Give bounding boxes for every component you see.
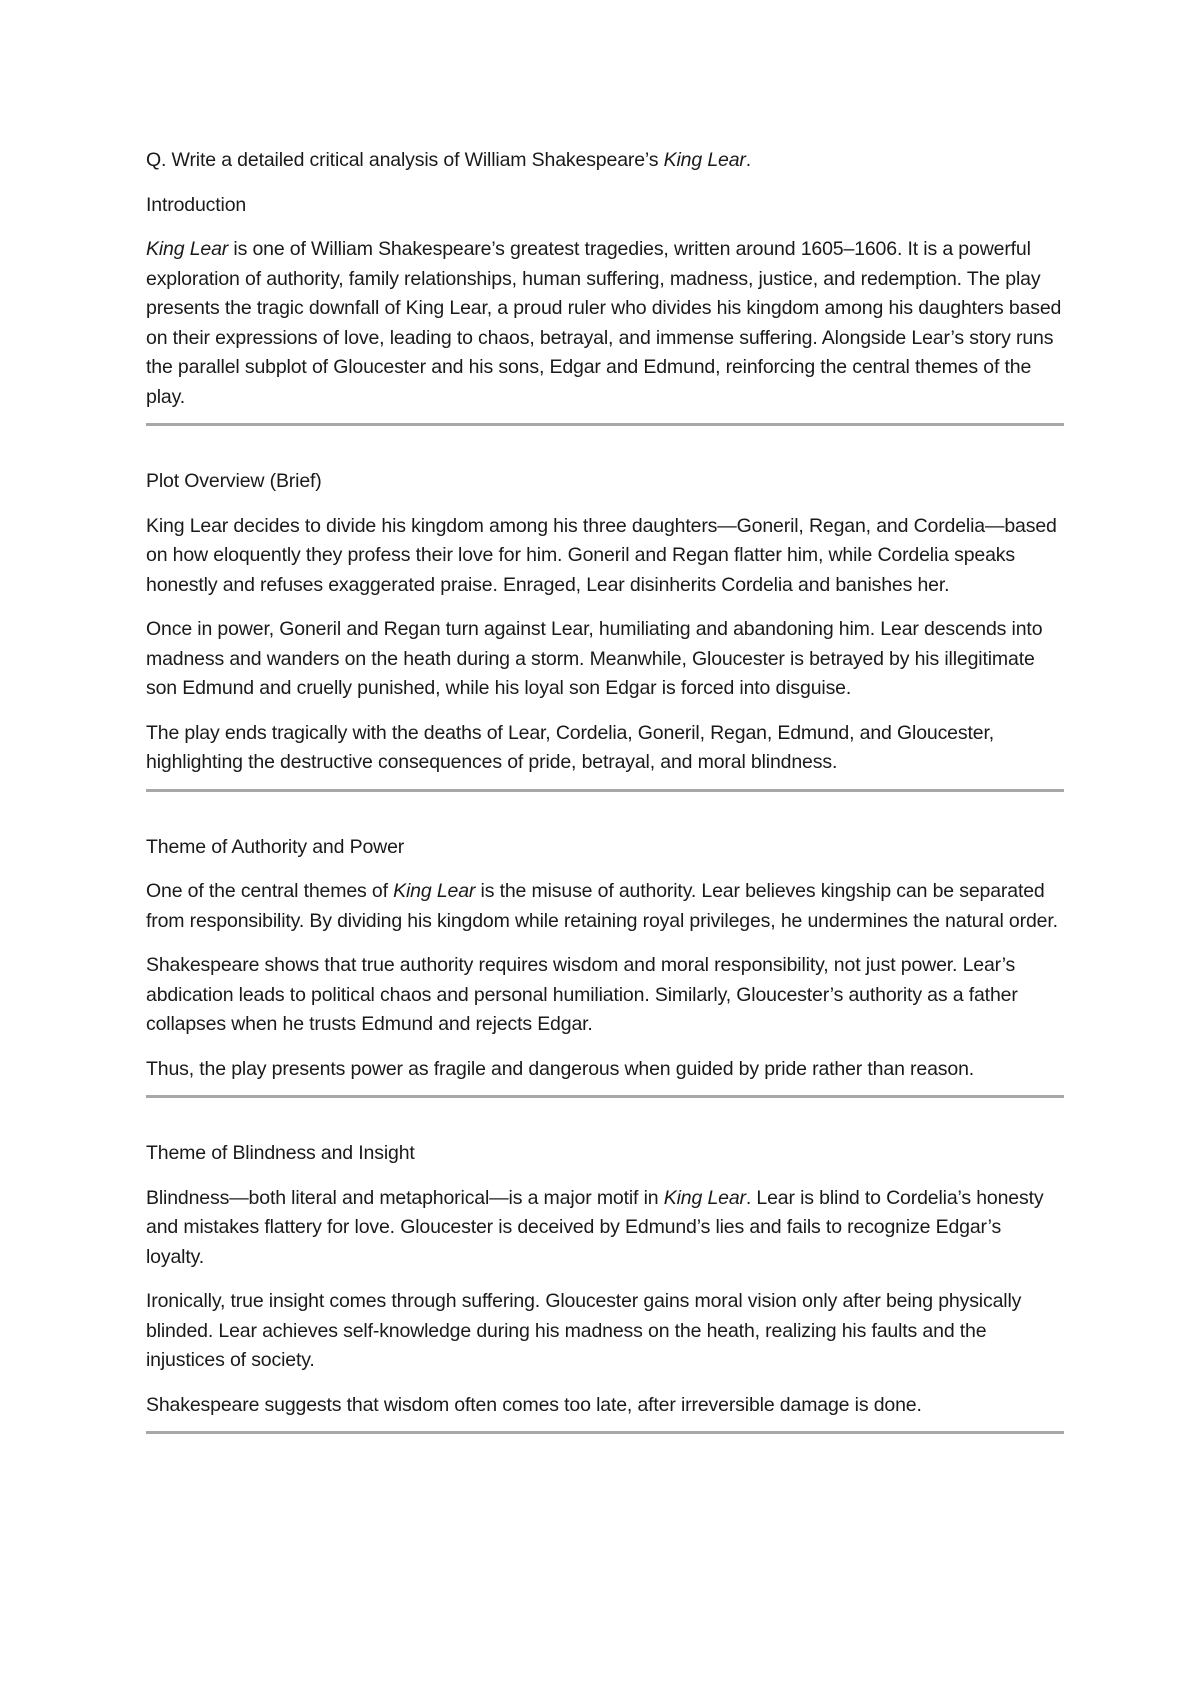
play-title: King Lear (146, 238, 229, 260)
section-heading-blindness: Theme of Blindness and Insight (146, 1142, 415, 1164)
intro-paragraph (146, 235, 1064, 412)
question-line (146, 146, 1064, 176)
authority-paragraph: One of the central themes of King Lear is the misuse of authority. Lear believes kingship can be separated from responsibility. By dividing his kingdom while retaining royal privileges, he undermines the natural order. (146, 880, 1058, 932)
section-heading-authority: Theme of Authority and Power (146, 835, 405, 858)
play-title: King Lear (393, 880, 476, 902)
play-title: King Lear (663, 149, 746, 171)
plot-paragraph: The play ends tragically with the deaths of Lear, Cordelia, Goneril, Regan, Edmund, and Gloucester, highlighting the destructive consequences of pride, betrayal, and moral blindness. (146, 721, 994, 773)
document-body (146, 146, 1064, 1434)
blindness-paragraph: Shakespeare suggests that wisdom often comes too late, after irreversible damage is done. (146, 1393, 922, 1416)
authority-paragraph: Thus, the play presents power as fragile and dangerous when guided by pride rather than reason. (146, 1057, 975, 1080)
section-heading-introduction: Introduction (146, 193, 247, 216)
plot-paragraph: Once in power, Goneril and Regan turn against Lear, humiliating and abandoning him. Lear descends into madness and wanders on the heath during a storm. Meanwhile, Gloucester is betrayed by his illegitimate son Edmund and cruelly punished, while his loyal son Edgar is forced into disguise. (146, 618, 1043, 699)
blindness-paragraph: Ironically, true insight comes through suffering. Gloucester gains moral vision only after being physically blinded. Lear achieves self-knowledge during his madness on the heath, realizing his faults and the injustices of society. (146, 1290, 1022, 1371)
authority-paragraph: Shakespeare shows that true authority requires wisdom and moral responsibility, not just power. Lear’s abdication leads to political chaos and personal humiliation. Similarly, Gloucester’s authority as a father collapses when he trusts Edmund and rejects Edgar. (146, 954, 1018, 1035)
plot-paragraph: King Lear decides to divide his kingdom among his three daughters—Goneril, Regan, and Cordelia—based on how eloquently they profess their love for him. Goneril and Regan flatter him, while Cordelia speaks honestly and refuses exaggerated praise. Enraged, Lear disinherits Cordelia and banishes her. (146, 514, 1057, 596)
section-heading-plot-overview: Plot Overview (Brief) (146, 470, 322, 492)
paragraph-text: is one of William Shakespeare’s greatest tragedies, written around 1605–1606. It is a powerful exploration of authority, family relationships, human suffering, madness, justice, and redemption. The play presents the tragic downfall of King Lear, a proud ruler who divides his kingdom among his daughters based on their expressions of love, leading to chaos, betrayal, and immense suffering. Alongside Lear’s story runs the parallel subplot of Gloucester and his sons, Edgar and Edmund, reinforcing the central themes of the play. (146, 238, 1062, 408)
blindness-paragraph: Blindness—both literal and metaphorical—is a major motif in King Lear. Lear is blind to Cordelia’s honesty and mistakes flattery for love. Gloucester is deceived by Edmund’s lies and fails to recognize Edgar’s loyalty. (146, 1186, 1044, 1268)
play-title: King Lear (663, 1186, 746, 1209)
question-text: Q. Write a detailed critical analysis of William Shakespeare’s (146, 149, 664, 171)
question-end: . (745, 149, 752, 171)
section-divider (146, 1431, 1064, 1434)
